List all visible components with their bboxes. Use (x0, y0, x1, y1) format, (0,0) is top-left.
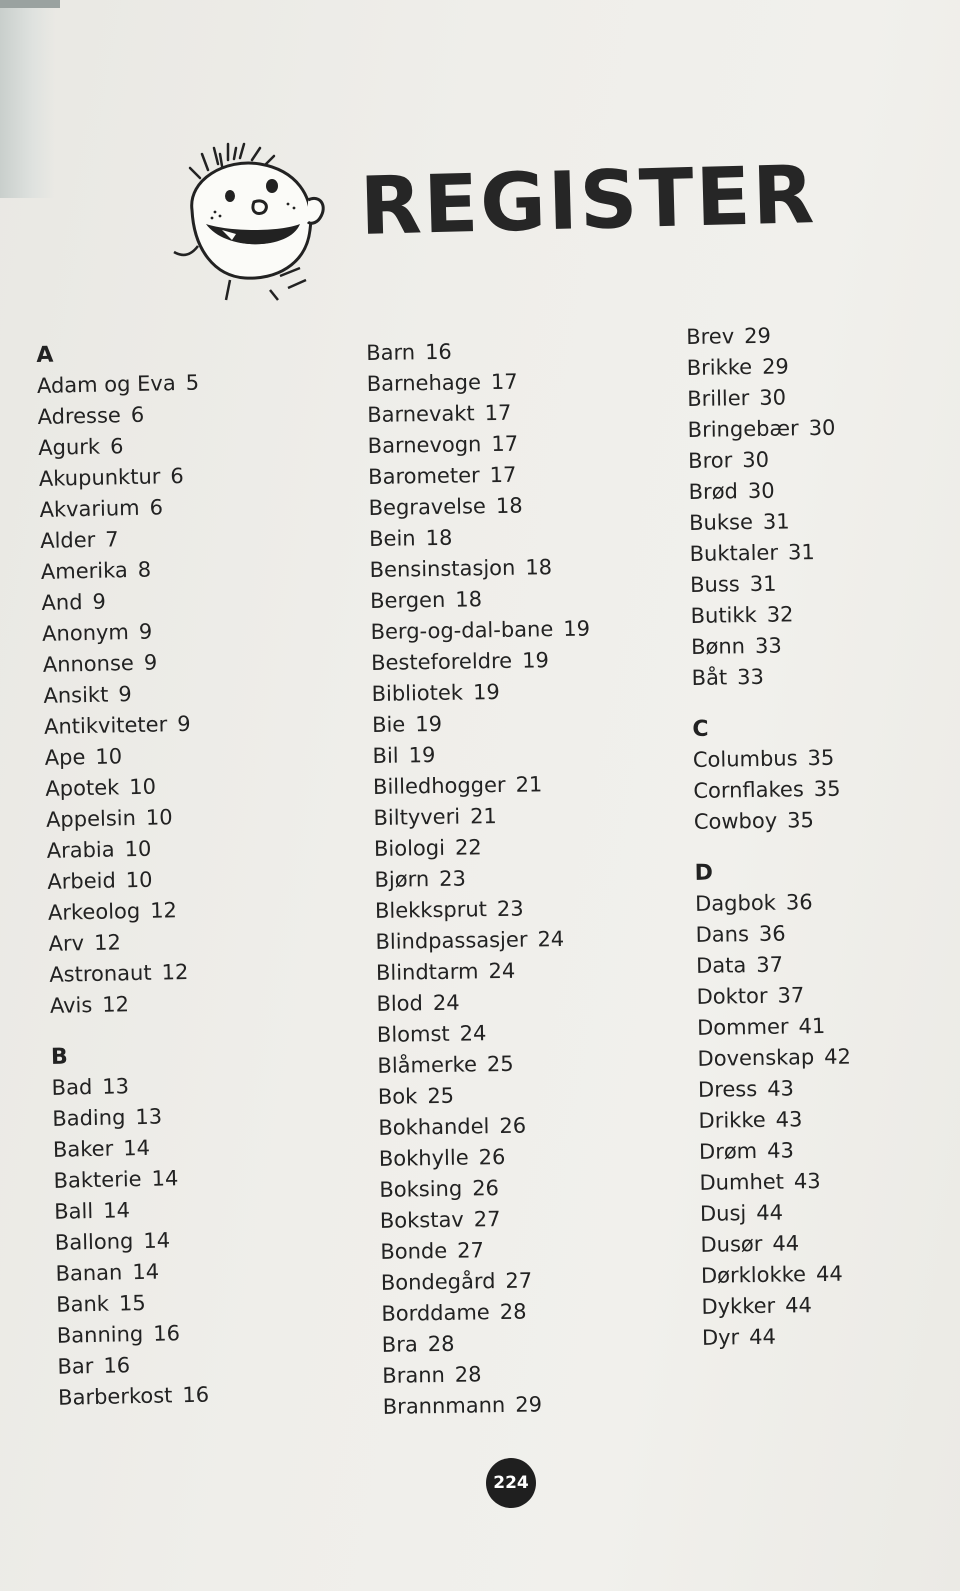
register-header (170, 140, 818, 310)
page-edge (0, 0, 60, 8)
entry-page: 18 (455, 587, 483, 612)
entry-page: 36 (785, 890, 813, 915)
entry-page: 43 (766, 1138, 795, 1163)
entry-page: 43 (793, 1168, 821, 1194)
entry-page: 16 (182, 1382, 210, 1408)
entry-page: 12 (161, 959, 189, 985)
entry-term: Buss (689, 572, 740, 597)
entry-list (686, 317, 960, 694)
entry-term: Berg-og-dal-bane (370, 617, 554, 644)
index-entry (370, 581, 670, 617)
entry-term: Bein (368, 526, 416, 551)
index-entry (700, 1225, 960, 1261)
index-entry (687, 379, 960, 415)
index-section-d (694, 853, 960, 1354)
entry-page: 19 (472, 679, 500, 705)
entry-page: 14 (102, 1198, 131, 1223)
index-entry (373, 767, 673, 803)
entry-page: 25 (486, 1051, 514, 1077)
index-entry (366, 364, 666, 400)
entry-page: 24 (537, 926, 565, 952)
entry-page: 35 (786, 808, 815, 833)
entry-page: 24 (432, 990, 460, 1016)
index-entry (378, 1108, 678, 1144)
page-number-badge: 224 (486, 1458, 536, 1508)
entry-term: Bokstav (379, 1207, 464, 1233)
entry-term: Dusj (699, 1201, 747, 1226)
entry-page: 21 (515, 772, 543, 797)
index-entry (371, 674, 671, 710)
entry-term: Bondegård (380, 1269, 496, 1295)
entry-page: 19 (415, 711, 443, 737)
entry-term: Bading (52, 1105, 126, 1131)
entry-term: Cowboy (693, 808, 778, 834)
entry-page: 21 (469, 804, 498, 829)
index-column-3 (686, 317, 960, 1354)
entry-term: Blindtarm (375, 959, 479, 985)
entry-term: Dørklokke (700, 1262, 807, 1288)
index-section-b-continued (366, 333, 683, 1423)
entry-page: 16 (152, 1321, 181, 1346)
index-entry (686, 317, 960, 353)
entry-term: Astronaut (49, 960, 152, 987)
entry-term: Cornflakes (693, 777, 805, 803)
index-entry (376, 984, 676, 1020)
index-entry (694, 802, 960, 838)
entry-page: 9 (92, 589, 107, 614)
entry-term: Brannmann (382, 1392, 506, 1419)
entry-page: 23 (438, 866, 467, 891)
entry-term: Banan (55, 1260, 123, 1286)
entry-term: Akvarium (39, 495, 140, 522)
entry-page: 31 (762, 509, 790, 534)
entry-term: Besteforeldre (370, 648, 513, 675)
entry-term: Anonym (41, 620, 130, 646)
index-entry (368, 457, 668, 493)
entry-term: Barn (366, 340, 416, 365)
entry-term: Brikke (686, 354, 753, 380)
entry-page: 17 (491, 431, 519, 457)
entry-page: 10 (145, 805, 173, 830)
index-entry (699, 1163, 960, 1199)
entry-page: 14 (122, 1135, 151, 1161)
index-entry (50, 985, 351, 1022)
entry-page: 28 (499, 1299, 527, 1325)
entry-page: 30 (808, 415, 836, 441)
entry-page: 42 (823, 1044, 852, 1069)
entry-page: 9 (176, 711, 191, 737)
entry-list (37, 365, 351, 1022)
index-column-1 (36, 334, 358, 1414)
entry-page: 12 (93, 930, 122, 955)
entry-page: 41 (798, 1013, 826, 1039)
entry-term: Borddame (381, 1300, 490, 1326)
entry-list (51, 1067, 358, 1414)
entry-page: 10 (95, 744, 123, 769)
entry-term: Appelsin (45, 806, 137, 832)
entry-term: Dovenskap (697, 1045, 815, 1071)
entry-page: 37 (756, 952, 784, 977)
entry-page: 27 (473, 1206, 501, 1232)
index-entry (383, 1387, 683, 1423)
entry-page: 30 (742, 447, 770, 473)
entry-page: 13 (135, 1104, 163, 1130)
index-entry (691, 658, 960, 694)
entry-term: Data (695, 953, 747, 978)
index-entry (702, 1318, 960, 1354)
entry-term: Doktor (696, 983, 768, 1009)
entry-term: Barnehage (366, 370, 482, 396)
entry-term: Bad (51, 1074, 93, 1100)
entry-list (693, 740, 960, 838)
index-entry (701, 1287, 960, 1323)
entry-term: Bonde (380, 1238, 448, 1264)
entry-page: 35 (813, 776, 841, 802)
index-entry (698, 1101, 960, 1137)
entry-term: Barnevakt (367, 401, 475, 427)
entry-term: Bror (687, 448, 733, 473)
entry-term: Arv (48, 931, 85, 956)
entry-term: Ape (44, 745, 86, 770)
entry-page: 22 (454, 835, 482, 860)
entry-page: 43 (767, 1076, 795, 1101)
index-entry (690, 596, 960, 632)
entry-page: 10 (128, 774, 157, 800)
entry-page: 31 (749, 571, 777, 597)
entry-page: 29 (515, 1392, 543, 1417)
entry-term: Akupunktur (38, 464, 161, 491)
entry-term: Blomst (376, 1021, 450, 1047)
entry-page: 6 (149, 495, 164, 520)
entry-page: 36 (758, 921, 786, 946)
entry-page: 7 (105, 527, 119, 552)
index-entry (695, 915, 960, 951)
section-letter: B (50, 1044, 69, 1070)
index-entry (382, 1356, 682, 1392)
index-entry (696, 946, 960, 982)
index-entry (381, 1263, 681, 1299)
entry-term: Brann (382, 1362, 446, 1388)
entry-term: Annonse (42, 651, 135, 677)
entry-page: 30 (747, 478, 775, 504)
entry-term: Drikke (698, 1107, 766, 1133)
index-entry (688, 441, 960, 477)
entry-page: 16 (103, 1353, 131, 1378)
index-entry (701, 1256, 960, 1292)
index-section-c (692, 709, 960, 838)
entry-term: Bank (55, 1291, 110, 1317)
entry-page: 6 (170, 463, 184, 489)
entry-page: 18 (495, 493, 523, 518)
entry-page: 28 (454, 1362, 482, 1387)
entry-page: 8 (137, 557, 152, 582)
entry-page: 19 (563, 616, 591, 641)
index-section-a (36, 334, 350, 1022)
entry-term: Alder (39, 527, 96, 553)
entry-term: Ball (54, 1198, 94, 1224)
index-section-b-end (686, 317, 960, 694)
entry-page: 29 (761, 354, 790, 379)
entry-page: 27 (505, 1268, 533, 1293)
entry-page: 9 (143, 650, 158, 675)
index-entry (695, 884, 960, 920)
index-entry (377, 1046, 677, 1082)
entry-page: 26 (499, 1113, 527, 1139)
entry-page: 10 (125, 867, 153, 893)
entry-page: 18 (425, 525, 453, 551)
entry-page: 17 (484, 400, 512, 426)
index-entry (372, 705, 672, 741)
entry-term: Dusør (700, 1231, 763, 1257)
index-entry (697, 1008, 960, 1044)
section-letter: D (694, 860, 714, 886)
index-entry (691, 627, 960, 663)
entry-page: 9 (138, 619, 153, 644)
entry-term: Bar (57, 1354, 94, 1379)
index-entry (380, 1201, 680, 1237)
entry-term: Amerika (40, 558, 128, 584)
entry-term: Bra (381, 1332, 418, 1357)
index-entry (379, 1170, 679, 1206)
smiling-boy-illustration (170, 140, 335, 305)
entry-term: Columbus (692, 746, 798, 772)
entry-term: Båt (691, 665, 728, 690)
entry-term: Blekksprut (374, 897, 488, 923)
entry-term: Bukse (688, 509, 754, 535)
entry-term: Drøm (698, 1138, 758, 1164)
entry-term: Butikk (690, 602, 757, 628)
entry-term: Ballong (54, 1229, 134, 1255)
entry-page: 10 (124, 836, 152, 862)
entry-page: 15 (118, 1290, 146, 1316)
entry-page: 33 (754, 633, 782, 658)
entry-page: 44 (748, 1324, 777, 1350)
entry-term: Banning (56, 1321, 144, 1348)
entry-page: 16 (424, 339, 453, 365)
entry-page: 25 (427, 1083, 455, 1109)
index-entry (686, 348, 960, 384)
entry-page: 31 (787, 540, 815, 565)
entry-term: Brev (686, 324, 735, 349)
index-column-2 (366, 333, 683, 1423)
entry-term: Billedhogger (372, 772, 506, 799)
entry-page: 29 (743, 323, 772, 349)
index-entry (371, 643, 671, 679)
entry-page: 30 (759, 385, 787, 410)
index-entry (375, 891, 675, 927)
entry-term: Brød (688, 479, 739, 504)
entry-term: Bensinstasjon (369, 555, 516, 582)
entry-term: Baker (52, 1136, 114, 1162)
entry-page: 17 (490, 369, 518, 395)
entry-list (695, 884, 960, 1354)
index-entry (687, 410, 960, 446)
entry-page: 32 (766, 602, 794, 627)
entry-page: 14 (132, 1259, 160, 1285)
entry-page: 37 (777, 983, 805, 1008)
entry-term: Barberkost (57, 1383, 173, 1410)
entry-page: 26 (478, 1144, 506, 1170)
index-entry (373, 798, 673, 834)
entry-term: Avis (49, 992, 93, 1018)
entry-page: 6 (109, 434, 124, 459)
index-entry (369, 550, 669, 586)
entry-page: 14 (143, 1228, 171, 1253)
entry-page: 44 (756, 1200, 784, 1226)
entry-term: Bie (371, 712, 406, 737)
index-entry (690, 565, 960, 601)
entry-page: 24 (459, 1021, 487, 1046)
index-entry (689, 503, 960, 539)
index-entry (697, 1039, 960, 1075)
section-letter: A (36, 342, 54, 368)
entry-term: Arbeid (47, 868, 117, 894)
index-entry (374, 860, 674, 896)
entry-page: 12 (149, 898, 178, 923)
entry-term: Briller (687, 386, 750, 411)
entry-page: 43 (775, 1107, 803, 1132)
index-entry (699, 1132, 960, 1168)
page-shadow (0, 8, 55, 198)
index-entry (381, 1294, 681, 1330)
index-entry (367, 395, 667, 431)
entry-term: And (41, 590, 83, 615)
entry-page: 28 (427, 1331, 455, 1357)
entry-page: 44 (772, 1231, 800, 1256)
entry-term: Agurk (38, 434, 101, 460)
index-entry (376, 953, 676, 989)
entry-page: 33 (736, 664, 765, 690)
index-entry (696, 977, 960, 1013)
entry-term: Bringebær (687, 416, 799, 442)
entry-term: Bjørn (374, 867, 430, 892)
page-title: REGISTER (358, 148, 818, 253)
entry-term: Ansikt (43, 682, 109, 708)
entry-page: 35 (807, 745, 835, 771)
index-entry (377, 1015, 677, 1051)
entry-term: Bokhandel (378, 1114, 490, 1140)
entry-term: Bergen (369, 587, 446, 613)
entry-term: Apotek (45, 775, 120, 801)
entry-page: 44 (785, 1293, 813, 1318)
entry-term: Dyr (701, 1325, 740, 1350)
index-entry (378, 1077, 678, 1113)
index-entry (367, 426, 667, 462)
entry-term: Blåmerke (377, 1052, 478, 1078)
entry-term: Arkeolog (47, 898, 141, 925)
entry-term: Adam og Eva (36, 371, 176, 398)
entry-page: 14 (151, 1166, 179, 1191)
entry-term: Dans (695, 922, 750, 947)
index-entry (58, 1376, 359, 1413)
entry-term: Bokhylle (378, 1145, 469, 1171)
entry-term: Dagbok (694, 890, 777, 916)
entry-term: Boksing (379, 1176, 463, 1202)
index-section-b (51, 1036, 359, 1414)
entry-term: Buktaler (689, 540, 779, 566)
entry-page: 27 (456, 1238, 485, 1263)
entry-list (366, 333, 683, 1423)
entry-page: 18 (525, 555, 553, 580)
entry-page: 23 (496, 896, 524, 922)
index-entry (689, 534, 960, 570)
entry-page: 5 (185, 370, 200, 395)
entry-term: Biologi (373, 835, 446, 861)
entry-term: Adresse (37, 403, 122, 429)
entry-term: Bakterie (53, 1166, 142, 1193)
index-entry (374, 829, 674, 865)
entry-term: Antikviteter (43, 712, 168, 739)
section-letter: C (692, 716, 709, 742)
index-entry (372, 736, 672, 772)
index-entry (368, 488, 668, 524)
entry-page: 9 (118, 682, 132, 707)
index-entry (375, 922, 675, 958)
entry-term: Barnevogn (367, 432, 482, 458)
index-entry (366, 333, 666, 369)
entry-term: Barometer (367, 463, 480, 489)
entry-page: 26 (472, 1176, 500, 1201)
entry-page: 13 (102, 1074, 130, 1099)
entry-term: Bok (377, 1084, 418, 1109)
index-entry (698, 1070, 960, 1106)
index-entry (379, 1139, 679, 1175)
entry-page: 12 (102, 992, 130, 1017)
index-entry (700, 1194, 960, 1230)
entry-term: Dumhet (699, 1169, 785, 1195)
entry-page: 19 (521, 648, 550, 673)
index-entry (370, 612, 670, 648)
index-entry (693, 740, 960, 776)
entry-term: Dress (697, 1076, 758, 1102)
index-entry (382, 1325, 682, 1361)
entry-page: 19 (408, 742, 436, 768)
entry-term: Blod (376, 991, 424, 1016)
entry-term: Arabia (46, 837, 115, 863)
entry-term: Bil (372, 743, 399, 768)
index-entry (688, 472, 960, 508)
entry-term: Bønn (690, 634, 746, 659)
entry-page: 6 (130, 402, 145, 428)
index-entry (693, 771, 960, 807)
entry-page: 24 (488, 958, 516, 984)
entry-term: Dykker (701, 1293, 776, 1319)
entry-page: 44 (815, 1261, 843, 1287)
entry-page: 17 (489, 462, 517, 488)
entry-term: Dommer (696, 1014, 789, 1040)
index-entry (369, 519, 669, 555)
entry-term: Begravelse (368, 494, 487, 520)
entry-term: Biltyveri (373, 804, 461, 830)
entry-term: Bibliotek (371, 680, 464, 706)
index-entry (380, 1232, 680, 1268)
entry-term: Blindpassasjer (375, 927, 528, 954)
